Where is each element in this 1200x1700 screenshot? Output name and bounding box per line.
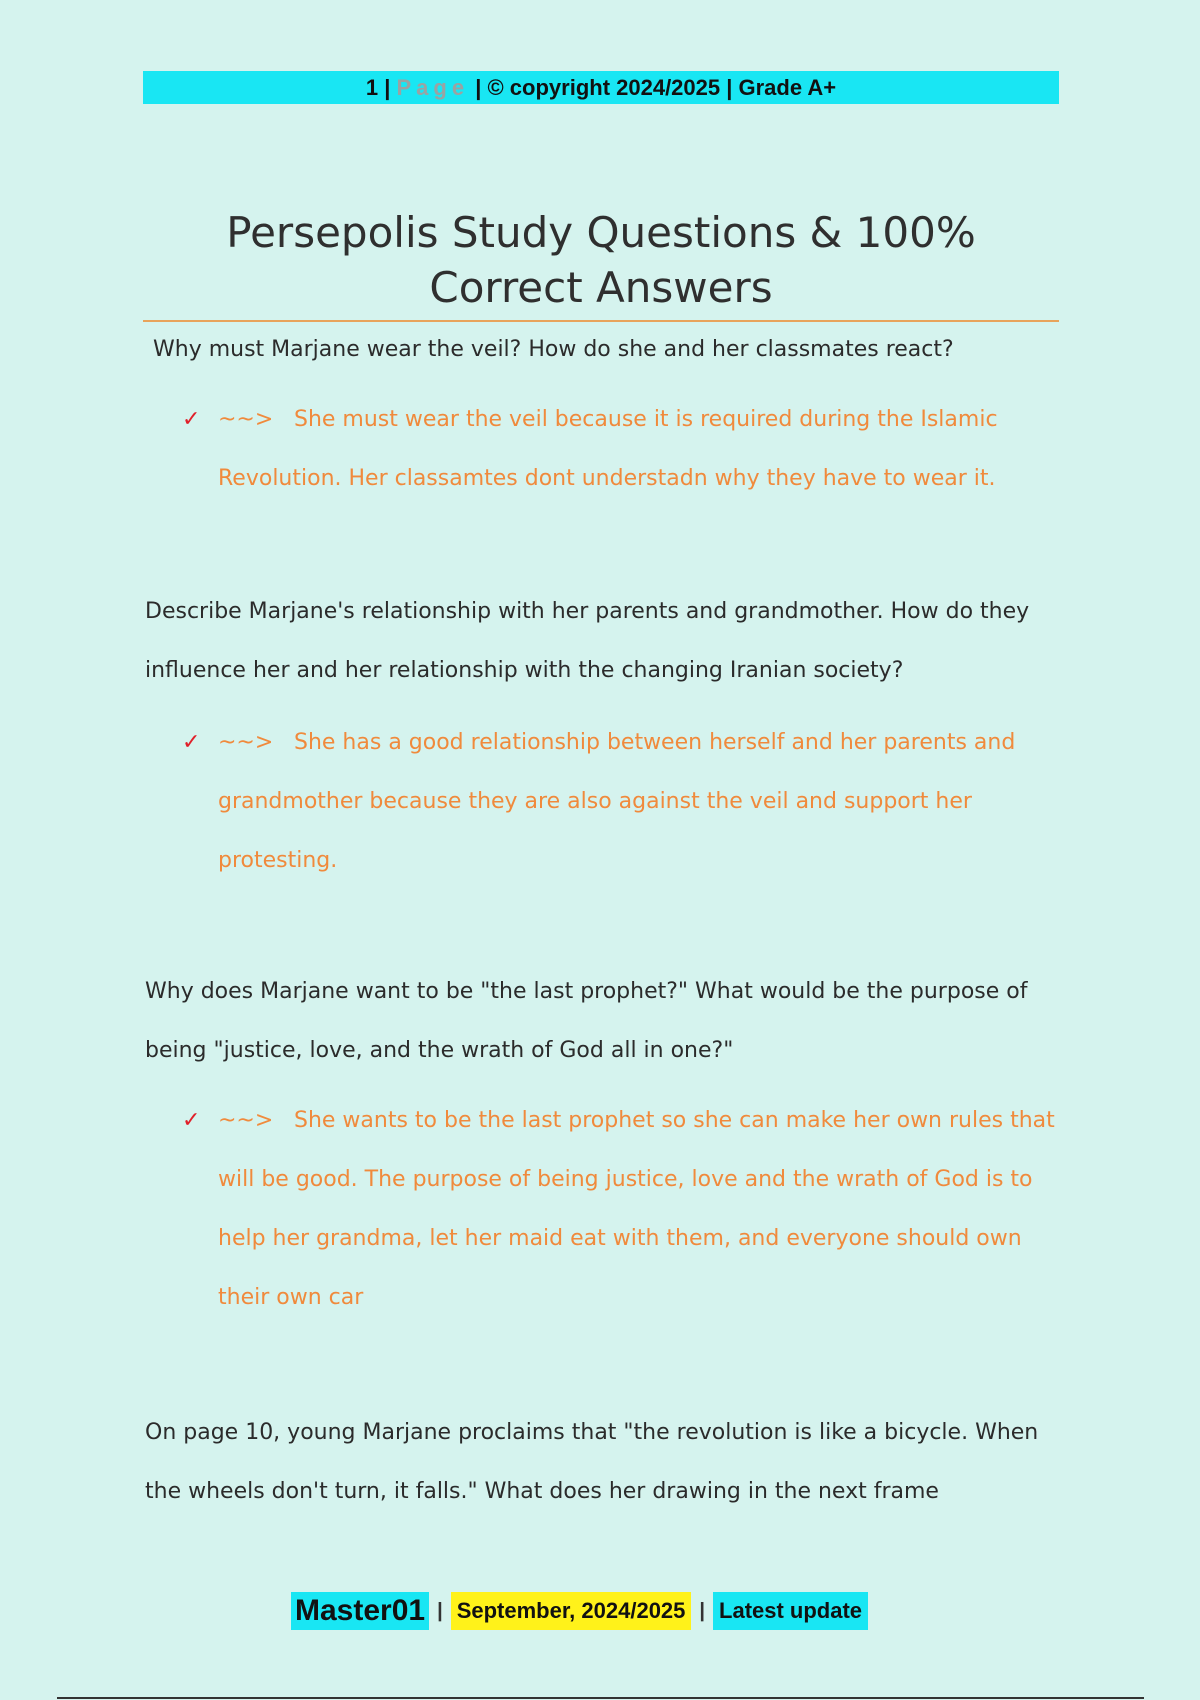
answer-3-text: She wants to be the last prophet so she can make her own rules that will be good. The purpose of being justice, love and the wrath of God is to help her grandma, let her maid eat with them, and everyone should own their own car xyxy=(218,1108,1055,1310)
footer-separator: | xyxy=(699,1599,706,1622)
page-label: Page xyxy=(396,74,470,100)
question-2: Describe Marjane's relationship with her parents and grandmother. How do they influence her and her relationship with the changing Iranian society? xyxy=(145,599,1030,683)
title-line-2: Correct Answers xyxy=(429,263,773,312)
footer-update: Latest update xyxy=(713,1592,868,1630)
document-title xyxy=(143,205,1059,315)
page-number: 1 xyxy=(365,74,379,100)
footer-separator: | xyxy=(437,1599,443,1622)
bottom-divider xyxy=(57,1697,1144,1699)
footer-date: September, 2024/2025 xyxy=(451,1592,692,1630)
answer-2 xyxy=(218,713,1058,890)
question-4: On page 10, young Marjane proclaims that "the revolution is like a bicycle. When the wheels don't turn, it falls." What does her drawing in the next frame xyxy=(145,1420,1039,1504)
header-separator: | xyxy=(378,74,397,100)
arrow-icon: ~~> xyxy=(218,407,274,432)
check-icon: ✓ xyxy=(182,407,201,432)
page-footer xyxy=(291,1592,868,1630)
check-icon: ✓ xyxy=(182,730,201,755)
header-copyright: | © copyright 2024/2025 | Grade A+ xyxy=(469,74,837,100)
answer-2-text: She has a good relationship between herself and her parents and grandmother because they are also against the veil and support her protesting. xyxy=(218,730,1016,873)
question-1: Why must Marjane wear the veil? How do she and her classmates react? xyxy=(153,337,954,362)
answer-1-text: She must wear the veil because it is required during the Islamic Revolution. Her classamtes dont understadn why they have to wear it. xyxy=(218,407,998,491)
question-3: Why does Marjane want to be "the last prophet?" What would be the purpose of being "justice, love, and the wrath of God all in one?" xyxy=(145,979,1028,1063)
answer-1 xyxy=(218,390,1058,508)
page-header xyxy=(143,71,1059,104)
arrow-icon: ~~> xyxy=(218,730,274,755)
footer-brand: Master01 xyxy=(291,1592,429,1630)
title-line-1: Persepolis Study Questions & 100% xyxy=(226,208,976,257)
arrow-icon: ~~> xyxy=(218,1108,274,1133)
check-icon: ✓ xyxy=(182,1108,201,1133)
answer-3 xyxy=(218,1091,1058,1327)
